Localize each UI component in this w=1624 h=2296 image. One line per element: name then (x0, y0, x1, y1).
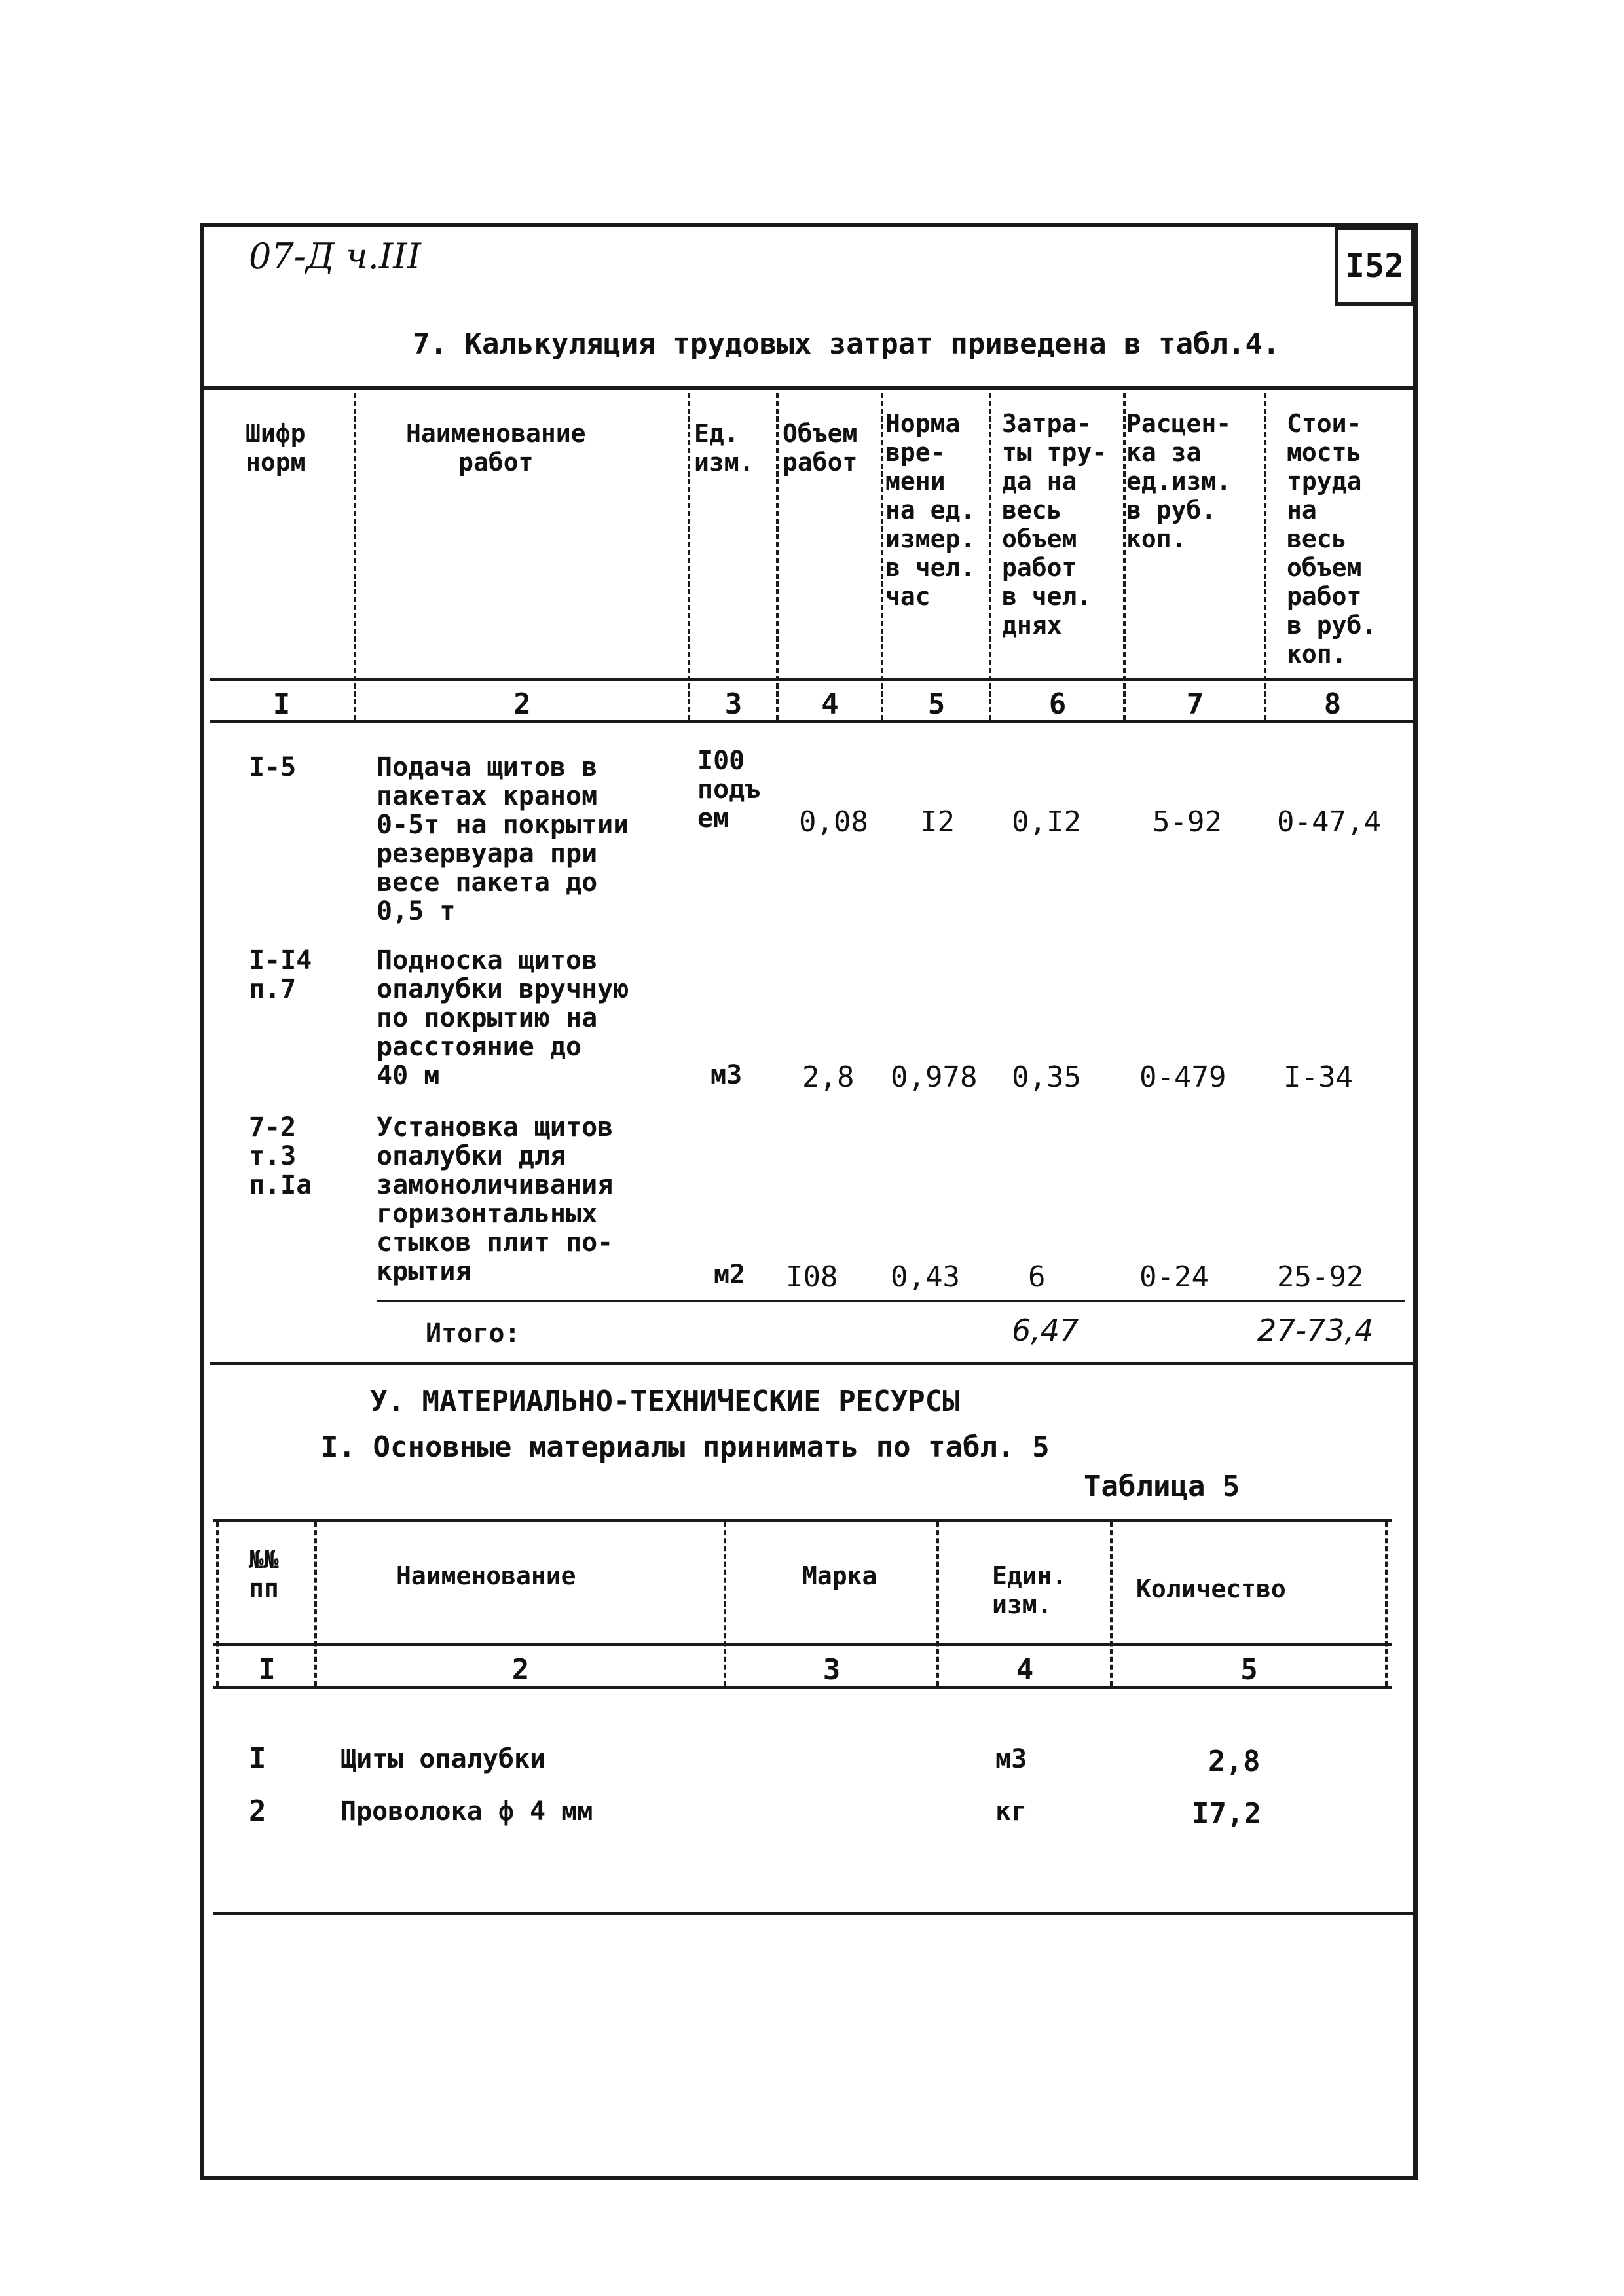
row3-time-norm: 0,43 (891, 1260, 960, 1294)
table4-header-labor: Затра- ты тру- да на весь объем работ в чел. днях (1002, 409, 1107, 640)
table4-divider (881, 393, 883, 720)
table4-header-name: Наименование работ (406, 419, 586, 477)
row2-time-norm: 0,978 (891, 1061, 978, 1094)
section-separator (210, 1362, 1414, 1365)
table5-colnum: 3 (822, 1653, 841, 1686)
total-cost: 27-73,4 (1257, 1313, 1374, 1348)
table5-header-rule (213, 1643, 1392, 1646)
page-number: I52 (1335, 226, 1414, 306)
total-rule (377, 1300, 1405, 1302)
row2-unit: м3 (710, 1060, 743, 1090)
row2-labor: 0,35 (1012, 1061, 1081, 1094)
row1-volume: 0,08 (799, 805, 868, 839)
total-labor: 6,47 (1012, 1313, 1079, 1348)
table5-divider (936, 1522, 939, 1686)
table4-divider (776, 393, 779, 720)
table4-divider (354, 393, 356, 720)
table5-label: Таблица 5 (1084, 1470, 1240, 1503)
table5-header-unit: Един. изм. (992, 1561, 1067, 1619)
row3-labor: 6 (1028, 1260, 1046, 1294)
row3-volume: I08 (786, 1260, 838, 1294)
table4-header-volume: Объем работ (783, 419, 858, 477)
table4-colnum: 7 (1186, 687, 1204, 721)
row3-unit: м2 (714, 1260, 746, 1290)
section5-subtitle: I. Основные материалы принимать по табл. 5 (321, 1430, 1050, 1464)
table4-header-code: Шифр норм (246, 419, 306, 477)
row1-name: Подача щитов в пакетах краном 0-5т на покрытии резервуара при весе пакета до 0,5 т (377, 752, 629, 926)
row1-code: I-5 (249, 752, 297, 782)
table5-colnum: 5 (1240, 1653, 1258, 1686)
table4-colnum: I (272, 687, 291, 721)
row1-unit: I00 подъ ем (697, 746, 761, 833)
table5-divider (216, 1522, 219, 1686)
row3-cost: 25-92 (1277, 1260, 1364, 1294)
table5-header-mark: Марка (802, 1561, 877, 1590)
row2-name: Подноска щитов опалубки вручную по покрытию на расстояние до 40 м (377, 945, 629, 1091)
table4-divider (688, 393, 690, 720)
t5-row1-name: Щиты опалубки (341, 1744, 546, 1774)
table5-divider (724, 1522, 726, 1686)
table5-divider (1110, 1522, 1113, 1686)
table4-colnum: 6 (1048, 687, 1067, 721)
total-label: Итого: (426, 1319, 521, 1349)
table5-top-rule (213, 1519, 1392, 1522)
table5-header-name: Наименование (396, 1561, 576, 1590)
table4-colnum: 8 (1323, 687, 1342, 721)
row2-volume: 2,8 (802, 1061, 855, 1094)
table5-header-qty: Количество (1136, 1575, 1286, 1603)
t5-row1-n: I (249, 1742, 267, 1776)
section7-title: 7. Калькуляция трудовых затрат приведена в табл.4. (413, 327, 1280, 361)
table4-top-rule (203, 386, 1414, 390)
table4-divider (1264, 393, 1266, 720)
row2-cost: I-34 (1283, 1061, 1353, 1094)
table4-colnum: 3 (724, 687, 743, 721)
table5-divider (314, 1522, 317, 1686)
row1-time-norm: I2 (920, 805, 955, 839)
table5-colnum: 2 (511, 1653, 530, 1686)
table5-divider (1385, 1522, 1388, 1686)
t5-row1-unit: м3 (995, 1744, 1027, 1774)
table4-header-rate: Расцен- ка за ед.изм. в руб. коп. (1126, 409, 1232, 553)
row1-rate: 5-92 (1153, 805, 1222, 839)
bottom-rule (213, 1912, 1414, 1915)
table5-header-n: №№ пп (249, 1545, 279, 1603)
row3-rate: 0-24 (1139, 1260, 1209, 1294)
document-code: 07-Д ч.III (249, 236, 421, 277)
table4-header-rule (210, 678, 1414, 681)
t5-row2-unit: кг (995, 1796, 1027, 1827)
table4-colnum: 4 (821, 687, 839, 721)
row1-cost: 0-47,4 (1277, 805, 1381, 839)
row2-rate: 0-479 (1139, 1061, 1227, 1094)
table4-colnum: 2 (513, 687, 531, 721)
table4-colnum: 5 (927, 687, 946, 721)
table4-divider (1123, 393, 1126, 720)
t5-row2-n: 2 (249, 1795, 267, 1828)
t5-row2-qty: I7,2 (1192, 1797, 1261, 1831)
table5-colnum: 4 (1016, 1653, 1034, 1686)
table4-header-time-norm: Норма вре- мени на ед. измер. в чел. час (885, 409, 976, 611)
row1-labor: 0,I2 (1012, 805, 1081, 839)
table4-header-cost: Стои- мость труда на весь объем работ в руб. коп. (1287, 409, 1377, 668)
table4-divider (989, 393, 991, 720)
section5-title: У. МАТЕРИАЛЬНО-ТЕХНИЧЕСКИЕ РЕСУРСЫ (370, 1385, 960, 1418)
row3-name: Установка щитов опалубки для замоноличивания горизонтальных стыков плит по- крытия (377, 1112, 614, 1286)
table4-header-unit: Ед. изм. (694, 419, 754, 477)
t5-row1-qty: 2,8 (1208, 1745, 1261, 1778)
row3-code: 7-2 т.3 п.Iа (249, 1112, 312, 1200)
row2-code: I-I4 п.7 (249, 945, 312, 1004)
t5-row2-name: Проволока ф 4 мм (341, 1796, 593, 1827)
table5-colnum: I (258, 1653, 276, 1686)
